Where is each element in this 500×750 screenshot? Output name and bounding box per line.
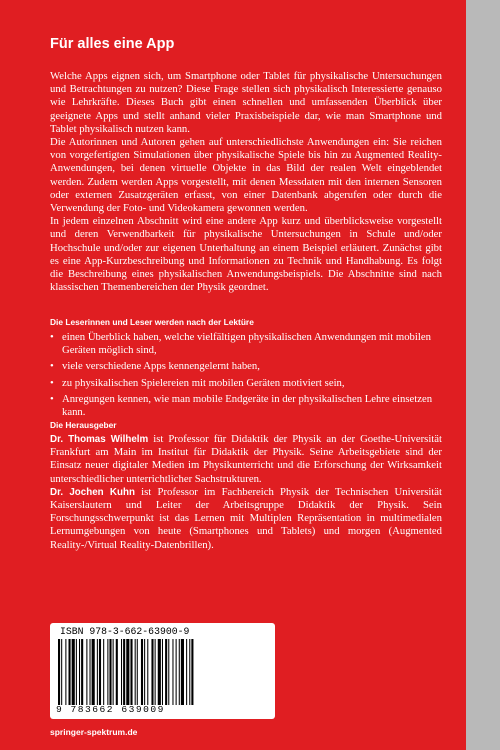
barcode-bar	[61, 639, 62, 705]
bullet-icon: •	[50, 376, 54, 389]
list-item	[50, 360, 442, 373]
barcode-bar	[103, 639, 104, 705]
barcode-bar	[168, 639, 169, 705]
barcode-bar	[165, 639, 167, 705]
list-item-text: Anregungen kennen, wie man mobile Endgeräte in der physikalischen Lehre einsetzen kann.	[62, 392, 433, 419]
bullet-icon: •	[50, 360, 54, 373]
barcode-bar	[130, 639, 132, 705]
barcode-bar	[97, 639, 98, 705]
isbn-label: ISBN 978-3-662-63900-9	[60, 626, 190, 637]
publisher-website: springer-spektrum.de	[50, 727, 138, 737]
barcode-bar	[176, 639, 177, 705]
barcode-bar	[109, 639, 111, 705]
benefit-list	[50, 331, 442, 422]
intro-paragraph: In jedem einzelnen Abschnitt wird eine andere App kurz und überblicksweise vorgestellt und deren Verwendbarkeit für physikalische Untersuchungen in Schule und/oder Hochschule und/oder zur eigenen Unterhaltung an einem Beispiel erläutert. Zunächst gibt es eine App-Kurzbeschreibung und Informationen zu Technik und Handhabung. Es folgt die Beschreibung eines physikalischen Anwendungsbeispiels. Die Abschnitte sind nach klassischen Themenbereichen der Physik geordnet.	[50, 215, 442, 294]
barcode-bar	[92, 639, 95, 705]
barcode-bar	[141, 639, 143, 705]
barcode-bar	[172, 639, 173, 705]
list-item-text: viele verschiedene Apps kennengelernt haben,	[62, 360, 260, 373]
barcode-bar	[81, 639, 83, 705]
intro-paragraph: Die Autorinnen und Autoren gehen auf unterschiedlichste Anwendungen ein: Sie reichen von vorgefertigten Simulationen über physikalische Spiele bis hin zu Augmented Reality-Anwendungen, bei denen virtuelle Objekte in das Bild der realen Welt eingeblendet werden. Zudem werden Apps vorgestellt, mit denen Messdaten mit den internen Sensoren oder externen Zusatzgeräten erfasst, von einer Datenbank abgerufen oder durch die Verwendung der Foto- und Videokamera gewonnen werden.	[50, 136, 442, 215]
barcode-bar	[147, 639, 148, 705]
list-item-text: einen Überblick haben, welche vielfältigen physikalischen Anwendungen mit mobilen Geräten möglich sind,	[62, 331, 431, 357]
barcode-bar	[144, 639, 145, 705]
list-item	[50, 331, 442, 357]
editor-bio	[50, 433, 442, 486]
barcode-bar	[90, 639, 91, 705]
editor-text: ist Professor für Didaktik der Physik an der Goethe-Universität Frankfurt am Main im Institut für Didaktik der Physik. Seine Arbeitsgebiete sind der Einsatz neuer digitaler Medien im Physikunterricht und die Erforschung der Wirksamkeit unterschiedlicher unterrichtlicher Sachstrukturen.	[50, 433, 442, 485]
intro-paragraph: Welche Apps eignen sich, um Smartphone oder Tablet für physikalische Untersuchungen und Betrachtungen zu nutzen? Diese Frage stellen sich physikalisch Interessierte genauso wie Lehrkräfte. Dieses Buch gibt einen schnellen und umfassenden Überblick über geeignete Apps und stellt anhand vieler Praxisbeispiele dar, wie man Smartphone und Tablet physikalisch nutzen kann.	[50, 70, 442, 135]
barcode-bar	[186, 639, 187, 705]
intro-text	[50, 70, 442, 294]
editor-name: Dr. Jochen Kuhn	[50, 486, 135, 498]
barcode-bar	[137, 639, 138, 705]
isbn-barcode	[50, 623, 275, 719]
barcode-bar	[189, 639, 190, 705]
barcode-bar	[121, 639, 122, 705]
barcode-bar	[79, 639, 80, 705]
list-item	[50, 393, 442, 419]
barcode-bar	[191, 639, 193, 705]
barcode-bar	[155, 639, 156, 705]
editor-text: ist Professor im Fachbereich Physik der Technischen Universität Kaiserslautern und Leiter der Arbeitsgruppe Didaktik der Physik. Sein Forschungsschwerpunkt ist das Lernen mit Multiplen Repräsentation in multimedialen Lernumgebungen von heute (Smartphones und Tablets) und morgen (Augmented Reality-/Virtual Reality-Datenbrillen).	[50, 485, 443, 551]
list-item-text: zu physikalischen Spielereien mit mobilen Geräten motiviert sein,	[62, 376, 345, 389]
barcode-bar	[99, 639, 101, 705]
barcode-bar	[123, 639, 125, 705]
editors-heading: Die Herausgeber	[50, 420, 117, 430]
editor-name: Dr. Thomas Wilhelm	[50, 434, 149, 445]
spine-strip	[466, 0, 500, 750]
page-title: Für alles eine App	[50, 36, 175, 52]
barcode-bar	[113, 639, 114, 705]
barcode-bar	[126, 639, 129, 705]
barcode-bar	[135, 639, 136, 705]
barcode-bar	[58, 639, 60, 705]
barcode-bar	[72, 639, 75, 705]
bullet-icon: •	[50, 331, 54, 343]
barcode-bar	[76, 639, 77, 705]
editor-bio	[50, 486, 442, 552]
barcode-bar	[158, 639, 161, 705]
barcode-bar	[86, 639, 87, 705]
readers-heading: Die Leserinnen und Leser werden nach der Lektüre	[50, 317, 254, 327]
barcode-bar	[162, 639, 163, 705]
barcode-bars	[58, 639, 267, 705]
barcode-bar	[151, 639, 153, 705]
editors-bios	[50, 433, 442, 552]
list-item	[50, 377, 442, 390]
barcode-digits: 9 783662 639009	[56, 704, 165, 715]
barcode-bar	[179, 639, 180, 705]
barcode-bar	[116, 639, 118, 705]
barcode-bar	[69, 639, 71, 705]
barcode-bar	[181, 639, 184, 705]
bullet-icon: •	[50, 392, 54, 405]
barcode-bar	[65, 639, 66, 705]
barcode-bar	[107, 639, 108, 705]
